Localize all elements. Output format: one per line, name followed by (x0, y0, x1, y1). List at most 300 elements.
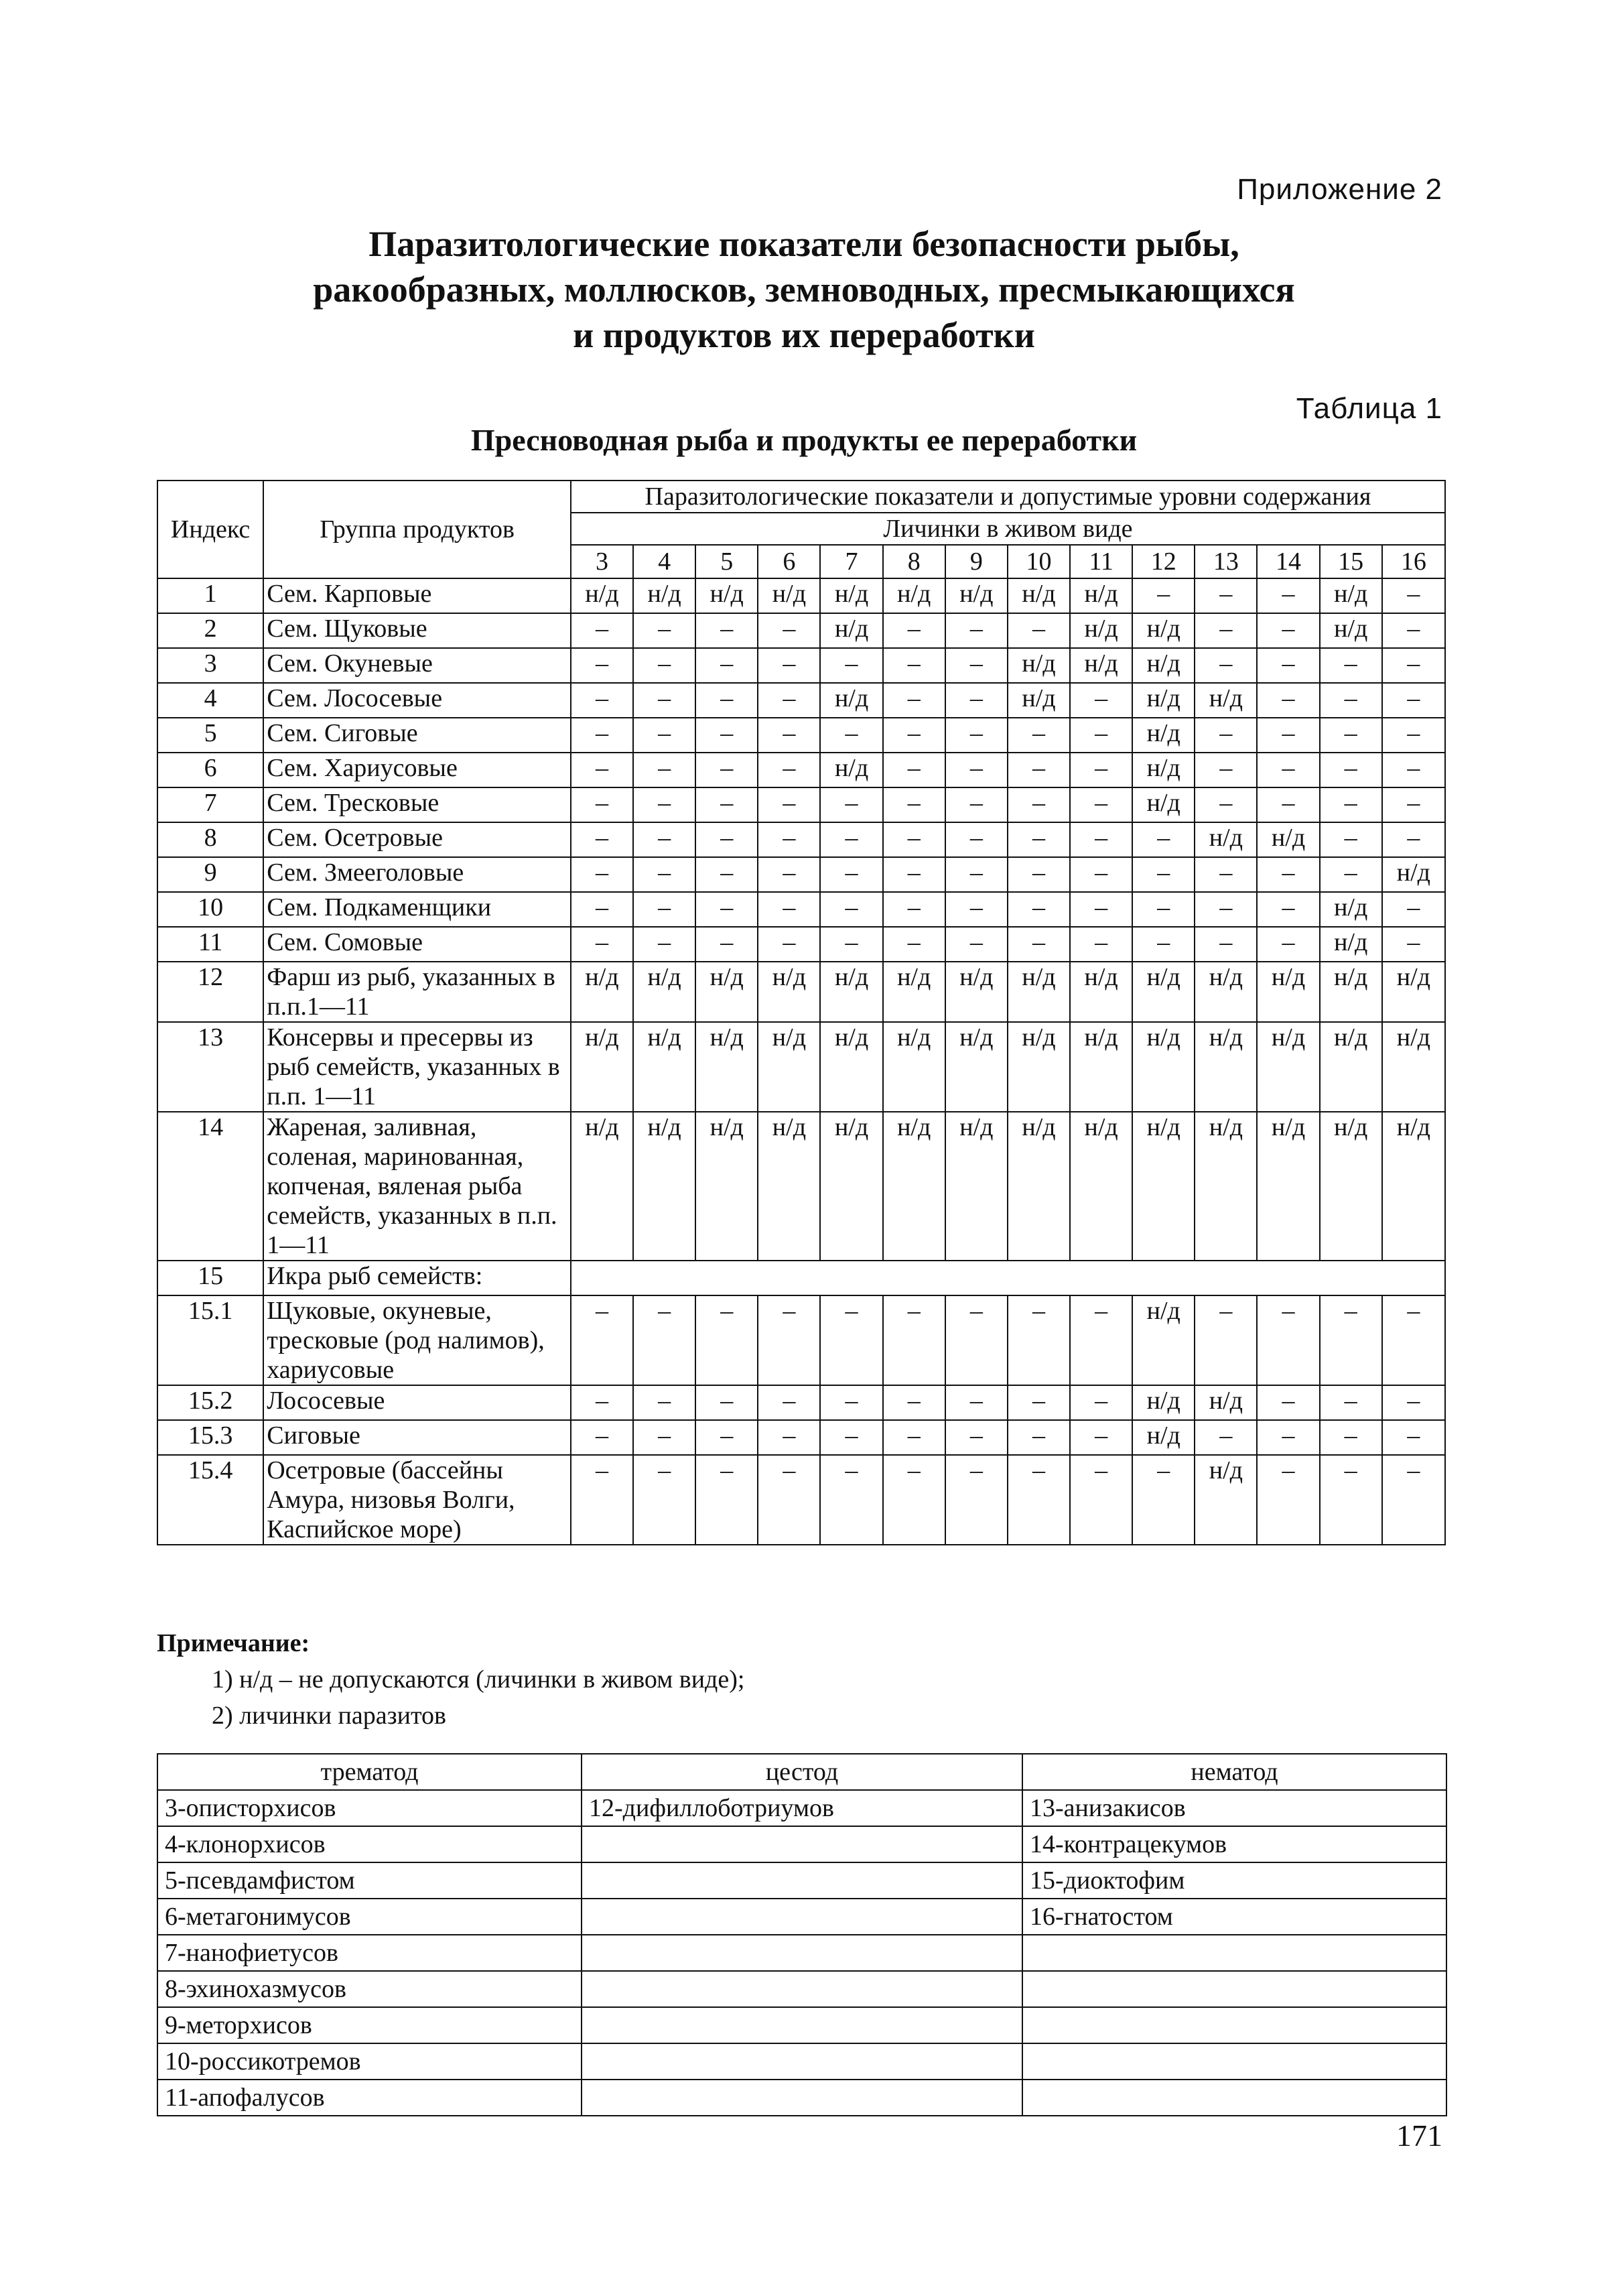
document-title (201, 221, 1407, 358)
level-cell: – (1257, 1385, 1319, 1420)
nematode-cell (1022, 1935, 1446, 1971)
product-group: Щуковые, окуневые, тресковые (род налимов), хариусовые (263, 1295, 571, 1385)
appendix-label: Приложение 2 (1237, 173, 1442, 206)
level-cell: н/д (1070, 648, 1132, 683)
table-row (157, 927, 1445, 962)
note-item: 1) н/д – не допускаются (личинки в живом виде); (212, 1665, 745, 1694)
level-cell: – (571, 1385, 633, 1420)
table-row (157, 648, 1445, 683)
level-cell: н/д (1132, 648, 1195, 683)
level-cell: – (883, 648, 945, 683)
level-cell: – (883, 683, 945, 718)
level-cell: н/д (1320, 892, 1382, 927)
level-cell: – (1070, 1420, 1132, 1455)
level-cell: – (1320, 1385, 1382, 1420)
level-cell: н/д (1008, 1022, 1070, 1112)
level-cell: н/д (820, 962, 882, 1022)
nematode-cell: 13-анизакисов (1022, 1790, 1446, 1826)
level-cell: – (883, 1420, 945, 1455)
level-cell: н/д (1070, 1112, 1132, 1261)
table-row (157, 1261, 1445, 1295)
row-index: 11 (157, 927, 263, 962)
level-cell: – (883, 1385, 945, 1420)
level-cell: н/д (1195, 822, 1257, 857)
header-index: Индекс (157, 481, 263, 578)
level-cell: – (695, 683, 758, 718)
table-row (157, 1899, 1446, 1935)
level-cell: – (695, 1385, 758, 1420)
level-cell: – (695, 787, 758, 822)
level-cell: – (758, 683, 820, 718)
trematode-cell: 7-нанофиетусов (157, 1935, 582, 1971)
product-group: Фарш из рыб, указанных в п.п.1—11 (263, 962, 571, 1022)
level-cell: н/д (1382, 1022, 1445, 1112)
level-cell: – (1008, 718, 1070, 753)
cestode-cell (582, 1971, 1022, 2007)
level-cell: – (1008, 1295, 1070, 1385)
level-cell: – (1382, 683, 1445, 718)
level-cell: – (945, 892, 1008, 927)
level-cell: – (1382, 1295, 1445, 1385)
level-cell: – (820, 648, 882, 683)
level-cell: н/д (1132, 683, 1195, 718)
level-cell: н/д (1008, 962, 1070, 1022)
row-index: 15.2 (157, 1385, 263, 1420)
row-index: 13 (157, 1022, 263, 1112)
level-cell: – (1195, 857, 1257, 892)
table-row (157, 683, 1445, 718)
safety-indicators-table (157, 480, 1446, 1545)
level-cell: – (820, 1385, 882, 1420)
level-cell: н/д (1195, 1385, 1257, 1420)
table-row (157, 1420, 1445, 1455)
level-cell: н/д (883, 962, 945, 1022)
level-cell: н/д (1132, 1022, 1195, 1112)
level-cell: – (633, 613, 695, 648)
level-cell: н/д (633, 1112, 695, 1261)
row-index: 4 (157, 683, 263, 718)
level-cell: н/д (1132, 1295, 1195, 1385)
column-number: 9 (945, 545, 1008, 578)
level-cell: – (1320, 753, 1382, 787)
level-cell: – (1070, 892, 1132, 927)
column-number: 8 (883, 545, 945, 578)
level-cell: – (1257, 927, 1319, 962)
level-cell: – (633, 927, 695, 962)
level-cell: н/д (1008, 578, 1070, 613)
product-group: Сем. Окуневые (263, 648, 571, 683)
level-cell: – (758, 857, 820, 892)
row-index: 12 (157, 962, 263, 1022)
level-cell: – (633, 718, 695, 753)
level-cell: – (945, 787, 1008, 822)
level-cell: н/д (1382, 857, 1445, 892)
table-row (157, 578, 1445, 613)
table-row (157, 892, 1445, 927)
level-cell: – (1132, 927, 1195, 962)
table-row (157, 2080, 1446, 2116)
page-number: 171 (1396, 2118, 1442, 2153)
header-product-group: Группа продуктов (263, 481, 571, 578)
row-index: 14 (157, 1112, 263, 1261)
level-cell: – (883, 613, 945, 648)
level-cell: н/д (1070, 1022, 1132, 1112)
level-cell: – (1257, 753, 1319, 787)
level-cell: н/д (1132, 1385, 1195, 1420)
product-group: Лососевые (263, 1385, 571, 1420)
level-cell: – (1195, 892, 1257, 927)
level-cell: – (571, 753, 633, 787)
level-cell: – (758, 892, 820, 927)
notes-heading: Примечание: (157, 1629, 310, 1657)
level-cell: – (1257, 718, 1319, 753)
level-cell: – (1195, 787, 1257, 822)
nematode-cell: 16-гнатостом (1022, 1899, 1446, 1935)
level-cell: н/д (1382, 962, 1445, 1022)
product-group: Сем. Карповые (263, 578, 571, 613)
level-cell: н/д (1070, 613, 1132, 648)
level-cell: н/д (758, 1112, 820, 1261)
trematode-cell: 3-описторхисов (157, 1790, 582, 1826)
level-cell: н/д (1195, 1112, 1257, 1261)
column-number: 15 (1320, 545, 1382, 578)
product-group: Сиговые (263, 1420, 571, 1455)
row-index: 10 (157, 892, 263, 927)
level-cell: – (945, 718, 1008, 753)
table-row (157, 753, 1445, 787)
cestode-cell (582, 2043, 1022, 2080)
nematode-cell: 15-диоктофим (1022, 1862, 1446, 1899)
cestode-cell (582, 1862, 1022, 1899)
level-cell: – (695, 892, 758, 927)
level-cell: н/д (820, 578, 882, 613)
level-cell: – (945, 683, 1008, 718)
level-cell: н/д (1070, 962, 1132, 1022)
level-cell: – (633, 1420, 695, 1455)
nematode-cell (1022, 2043, 1446, 2080)
column-number: 4 (633, 545, 695, 578)
header-indicators: Паразитологические показатели и допустимые уровни содержания (571, 481, 1445, 513)
title-line: ракообразных, моллюсков, земноводных, пресмыкающихся (313, 269, 1295, 310)
level-cell: – (633, 892, 695, 927)
cestode-cell (582, 2080, 1022, 2116)
level-cell: – (1257, 578, 1319, 613)
table-row (157, 1971, 1446, 2007)
level-cell: – (571, 683, 633, 718)
level-cell: н/д (1008, 1112, 1070, 1261)
level-cell: – (758, 613, 820, 648)
level-cell: – (1320, 683, 1382, 718)
column-number: 7 (820, 545, 882, 578)
level-cell: н/д (820, 753, 882, 787)
level-cell: – (883, 718, 945, 753)
level-cell: – (1257, 1455, 1319, 1545)
level-cell: – (1070, 753, 1132, 787)
level-cell: н/д (1070, 578, 1132, 613)
row-index: 7 (157, 787, 263, 822)
level-cell: – (1070, 787, 1132, 822)
level-cell: – (883, 822, 945, 857)
level-cell: – (1070, 857, 1132, 892)
product-group: Сем. Тресковые (263, 787, 571, 822)
cestode-cell (582, 1899, 1022, 1935)
column-number: 14 (1257, 545, 1319, 578)
column-number: 5 (695, 545, 758, 578)
level-cell: н/д (945, 1022, 1008, 1112)
level-cell: – (1257, 1420, 1319, 1455)
header-larvae: Личинки в живом виде (571, 513, 1445, 545)
level-cell: н/д (1257, 1022, 1319, 1112)
level-cell: н/д (1320, 1112, 1382, 1261)
product-group: Жареная, заливная, соленая, маринованная, копченая, вяленая рыба семейств, указанных в п.п. 1—11 (263, 1112, 571, 1261)
trematode-cell: 11-апофалусов (157, 2080, 582, 2116)
level-cell: н/д (1132, 1112, 1195, 1261)
level-cell: – (1008, 753, 1070, 787)
cestode-cell (582, 1935, 1022, 1971)
level-cell: н/д (945, 962, 1008, 1022)
level-cell: – (633, 753, 695, 787)
product-group: Сем. Сомовые (263, 927, 571, 962)
level-cell: н/д (945, 1112, 1008, 1261)
table-row (157, 962, 1445, 1022)
level-cell: – (1382, 1385, 1445, 1420)
level-cell: н/д (695, 1112, 758, 1261)
level-cell: – (1195, 648, 1257, 683)
column-number: 12 (1132, 545, 1195, 578)
level-cell: – (633, 787, 695, 822)
column-number: 6 (758, 545, 820, 578)
level-cell: – (883, 892, 945, 927)
table-row (157, 1826, 1446, 1862)
cestode-cell: 12-дифиллоботриумов (582, 1790, 1022, 1826)
table-row (157, 1385, 1445, 1420)
level-cell: – (1320, 1295, 1382, 1385)
level-cell: – (1008, 1385, 1070, 1420)
table-row (157, 613, 1445, 648)
level-cell: н/д (883, 578, 945, 613)
level-cell: – (1382, 578, 1445, 613)
level-cell: – (633, 822, 695, 857)
level-cell: – (1257, 648, 1319, 683)
level-cell: – (1382, 613, 1445, 648)
empty-values-cell (571, 1261, 1445, 1295)
product-group: Сем. Лососевые (263, 683, 571, 718)
level-cell: н/д (1320, 927, 1382, 962)
level-cell: н/д (1132, 787, 1195, 822)
note-item: 2) личинки паразитов (212, 1702, 446, 1730)
level-cell: н/д (1008, 648, 1070, 683)
header-trematodes: трематод (157, 1754, 582, 1790)
level-cell: – (633, 683, 695, 718)
level-cell: – (695, 613, 758, 648)
level-cell: н/д (945, 578, 1008, 613)
level-cell: – (571, 787, 633, 822)
level-cell: – (1008, 1455, 1070, 1545)
row-index: 9 (157, 857, 263, 892)
level-cell: – (571, 613, 633, 648)
level-cell: н/д (758, 962, 820, 1022)
level-cell: – (1257, 892, 1319, 927)
product-group: Сем. Щуковые (263, 613, 571, 648)
level-cell: – (883, 787, 945, 822)
row-index: 15 (157, 1261, 263, 1295)
table-row (157, 1935, 1446, 1971)
row-index: 15.3 (157, 1420, 263, 1455)
product-group: Осетровые (бассейны Амура, низовья Волги, Каспийское море) (263, 1455, 571, 1545)
product-group: Сем. Хариусовые (263, 753, 571, 787)
table-row (157, 1112, 1445, 1261)
level-cell: н/д (1320, 613, 1382, 648)
level-cell: – (820, 1295, 882, 1385)
level-cell: – (758, 1455, 820, 1545)
table-row (157, 1790, 1446, 1826)
level-cell: – (1008, 613, 1070, 648)
level-cell: – (695, 1455, 758, 1545)
trematode-cell: 8-эхинохазмусов (157, 1971, 582, 2007)
level-cell: н/д (1195, 683, 1257, 718)
trematode-cell: 6-метагонимусов (157, 1899, 582, 1935)
trematode-cell: 5-псевдамфистом (157, 1862, 582, 1899)
table-title: Пресноводная рыба и продукты ее переработки (470, 423, 1138, 457)
level-cell: – (1382, 648, 1445, 683)
level-cell: н/д (633, 962, 695, 1022)
level-cell: – (1070, 822, 1132, 857)
product-group: Сем. Подкаменщики (263, 892, 571, 927)
product-group: Сем. Змееголовые (263, 857, 571, 892)
level-cell: н/д (633, 1022, 695, 1112)
level-cell: н/д (1132, 718, 1195, 753)
level-cell: – (1382, 1420, 1445, 1455)
table-number-label: Таблица 1 (1296, 392, 1442, 425)
level-cell: – (633, 857, 695, 892)
row-index: 8 (157, 822, 263, 857)
parasite-legend-table (157, 1753, 1447, 2116)
nematode-cell (1022, 2080, 1446, 2116)
cestode-cell (582, 1826, 1022, 1862)
level-cell: – (945, 613, 1008, 648)
table-row (157, 2043, 1446, 2080)
level-cell: н/д (571, 1112, 633, 1261)
level-cell: н/д (820, 1112, 882, 1261)
level-cell: – (1382, 1455, 1445, 1545)
level-cell: – (1070, 927, 1132, 962)
level-cell: – (1320, 857, 1382, 892)
level-cell: – (883, 1455, 945, 1545)
level-cell: н/д (1320, 1022, 1382, 1112)
product-group: Сем. Сиговые (263, 718, 571, 753)
level-cell: н/д (820, 613, 882, 648)
level-cell: – (758, 927, 820, 962)
level-cell: н/д (695, 962, 758, 1022)
level-cell: – (695, 648, 758, 683)
table-row (157, 1455, 1445, 1545)
level-cell: – (945, 1420, 1008, 1455)
level-cell: – (1195, 578, 1257, 613)
level-cell: – (571, 927, 633, 962)
level-cell: – (633, 1385, 695, 1420)
level-cell: н/д (820, 683, 882, 718)
level-cell: – (820, 857, 882, 892)
level-cell: н/д (571, 962, 633, 1022)
level-cell: – (695, 927, 758, 962)
level-cell: – (695, 753, 758, 787)
level-cell: – (571, 1295, 633, 1385)
level-cell: н/д (883, 1112, 945, 1261)
level-cell: – (1195, 1420, 1257, 1455)
level-cell: – (1257, 857, 1319, 892)
level-cell: – (758, 1295, 820, 1385)
nematode-cell (1022, 2007, 1446, 2043)
level-cell: н/д (758, 578, 820, 613)
table-row (157, 857, 1445, 892)
row-index: 15.4 (157, 1455, 263, 1545)
level-cell: н/д (1132, 613, 1195, 648)
level-cell: – (820, 1455, 882, 1545)
table-row (157, 2007, 1446, 2043)
level-cell: – (1382, 753, 1445, 787)
level-cell: – (1070, 1385, 1132, 1420)
level-cell: н/д (1132, 753, 1195, 787)
level-cell: н/д (1257, 822, 1319, 857)
row-index: 5 (157, 718, 263, 753)
level-cell: – (1008, 892, 1070, 927)
cestode-cell (582, 2007, 1022, 2043)
level-cell: – (1195, 613, 1257, 648)
level-cell: – (1257, 787, 1319, 822)
level-cell: – (758, 648, 820, 683)
row-index: 1 (157, 578, 263, 613)
level-cell: н/д (571, 1022, 633, 1112)
level-cell: – (1320, 787, 1382, 822)
level-cell: – (883, 927, 945, 962)
level-cell: – (758, 822, 820, 857)
trematode-cell: 10-россикотремов (157, 2043, 582, 2080)
table-row (157, 822, 1445, 857)
level-cell: н/д (1132, 1420, 1195, 1455)
level-cell: н/д (695, 578, 758, 613)
nematode-cell (1022, 1971, 1446, 2007)
level-cell: – (758, 1385, 820, 1420)
level-cell: – (1132, 822, 1195, 857)
row-index: 15.1 (157, 1295, 263, 1385)
level-cell: – (945, 648, 1008, 683)
level-cell: – (883, 857, 945, 892)
level-cell: н/д (758, 1022, 820, 1112)
level-cell: – (1320, 648, 1382, 683)
table-row (157, 1022, 1445, 1112)
level-cell: – (1070, 1295, 1132, 1385)
table-row (157, 1295, 1445, 1385)
level-cell: н/д (1320, 962, 1382, 1022)
level-cell: – (1008, 927, 1070, 962)
header-cestodes: цестод (582, 1754, 1022, 1790)
level-cell: – (1070, 718, 1132, 753)
level-cell: н/д (1382, 1112, 1445, 1261)
level-cell: – (695, 1420, 758, 1455)
level-cell: – (820, 927, 882, 962)
level-cell: – (1132, 1455, 1195, 1545)
level-cell: – (883, 753, 945, 787)
nematode-cell: 14-контрацекумов (1022, 1826, 1446, 1862)
level-cell: н/д (1195, 962, 1257, 1022)
level-cell: – (1132, 578, 1195, 613)
level-cell: – (1257, 1295, 1319, 1385)
column-number: 11 (1070, 545, 1132, 578)
level-cell: – (883, 1295, 945, 1385)
column-number: 10 (1008, 545, 1070, 578)
level-cell: – (1008, 787, 1070, 822)
level-cell: – (1382, 822, 1445, 857)
